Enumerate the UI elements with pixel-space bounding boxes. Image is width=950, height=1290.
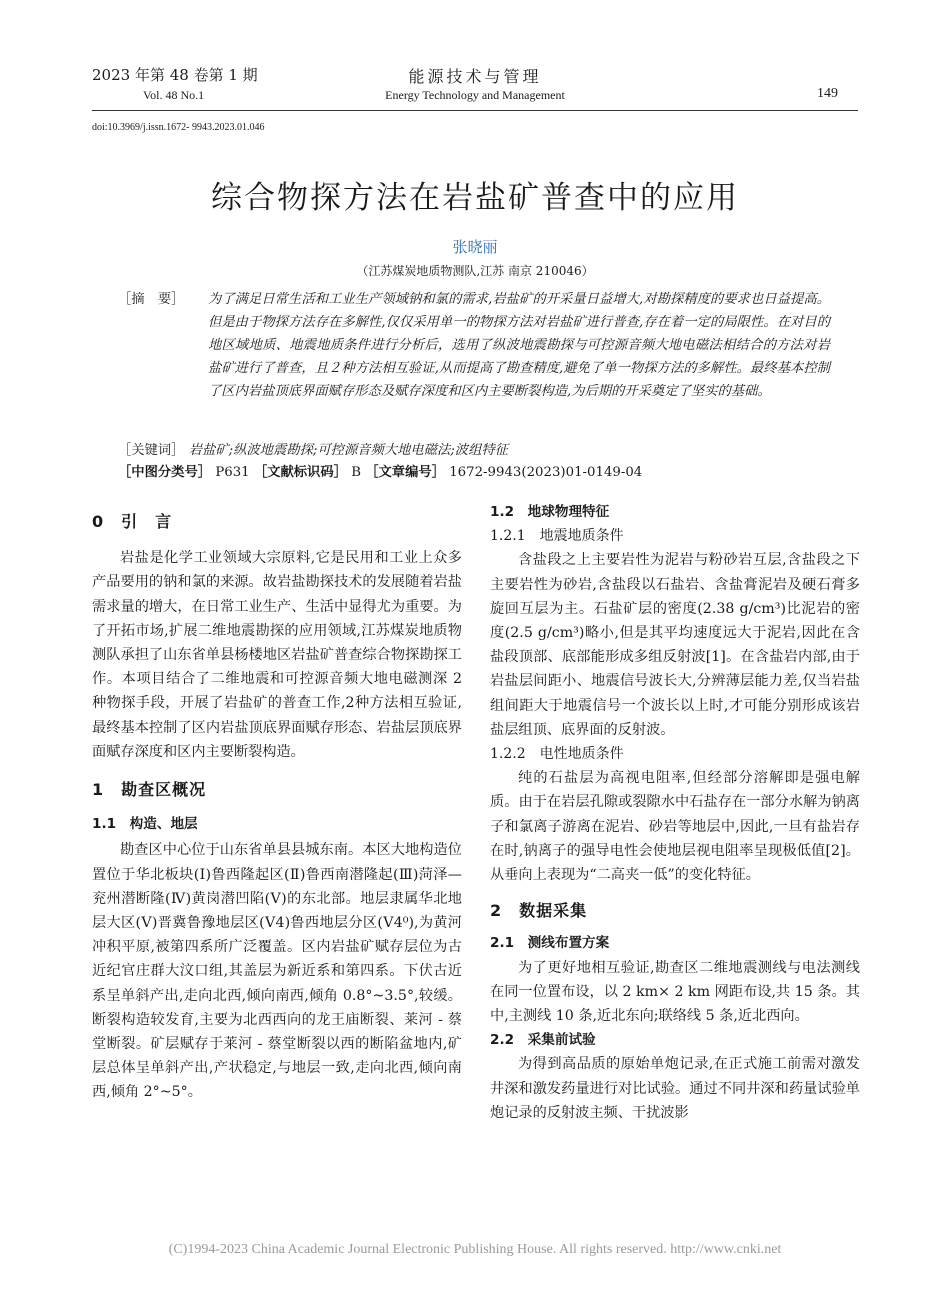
- doc-code-label: ［文献标识码］: [253, 465, 347, 480]
- doi: doi:10.3969/j.issn.1672- 9943.2023.01.046: [92, 122, 265, 133]
- keywords: [118, 439, 508, 458]
- article-number-value: 1672-9943(2023)01-0149-04: [449, 465, 643, 480]
- affiliation: （江苏煤炭地质物测队,江苏 南京 210046）: [356, 264, 594, 278]
- section-1-1-heading: 1.1 构造、地层: [92, 816, 198, 833]
- section-1-2-1-paragraph: 含盐段之上主要岩性为泥岩与粉砂岩互层,含盐段之下主要岩性为砂岩,含盐段以石盐岩、含盐膏泥岩及硬石膏多旋回互层为主。石盐矿层的密度(2.38 g/cm³)比泥岩的密度(2.5 g/cm³)略小,但是其平均速度远大于泥岩,因此在含盐段顶部、底部能形成多组反射波[1]。在含盐岩内部,由于岩盐层间距小、地震信号波长大,分辨薄层能力差,仅当岩盐组间距大于地震信号一个波长以上时,才可能分别形成该岩盐层组顶、底界面的反射波。: [490, 552, 860, 738]
- abstract-text: 为了满足日常生活和工业生产领域钠和氯的需求,岩盐矿的开采量日益增大,对勘探精度的要求也日益提高。但是由于物探方法存在多解性,仅仅采用单一的物探方法对岩盐矿进行普查,存在着一定的局限性。在对目的地区域地质、地震地质条件进行分析后，选用了纵波地震勘探与可控源音频大地电磁法相结合的方法对岩盐矿进行了普查，且２种方法相互验证,从而提高了勘查精度,避免了单一物探方法的多解性。最终基本控制了区内岩盐顶底界面赋存形态及赋存深度和区内主要断裂构造,为后期的开采奠定了坚实的基础。: [208, 292, 830, 399]
- author: 张晓丽: [452, 238, 498, 256]
- section-1-1-paragraph: 勘查区中心位于山东省单县县城东南。本区大地构造位置位于华北板块(Ⅰ)鲁西隆起区(Ⅱ)鲁西南潜隆起(Ⅲ)菏泽—兖州潜断隆(Ⅳ)黄岗潜凹陷(Ⅴ)的东北部。地层隶属华北地层大区(Ⅴ)晋冀鲁豫地层区(Ⅴ4)鲁西地层分区(Ⅴ4⁰),为黄河冲积平原,被第四系所广泛覆盖。区内岩盐矿赋存层位为古近纪官庄群大汶口组,其盖层为新近系和第四系。下伏古近系呈单斜产出,走向北西,倾向南西,倾角 0.8°~3.5°,较缓。断裂构造较发育,主要为北西西向的龙王庙断裂、莱河 - 蔡堂断裂。矿层赋存于莱河 - 蔡堂断裂以西的断陷盆地内,矿层总体呈单斜产出,产状稳定,与地层一致,走向北西,倾向南西,倾角 2°~5°。: [92, 842, 462, 1101]
- article-number-label: ［文章编号］: [365, 465, 445, 480]
- section-2-2-heading: 2.2 采集前试验: [490, 1032, 596, 1049]
- left-column: [92, 510, 462, 1105]
- header-divider: [92, 110, 858, 111]
- issue-cn: 2023 年第 48 卷第 1 期: [92, 66, 258, 84]
- abstract: [118, 288, 830, 403]
- abstract-label: ［摘 要］: [118, 292, 185, 307]
- clc-value: P631: [215, 465, 250, 480]
- keywords-label: ［关键词］: [118, 443, 185, 458]
- page-number: 149: [817, 86, 838, 101]
- copyright-footer: (C)1994-2023 China Academic Journal Electronic Publishing House. All rights reserved. http://www.cnki.net: [168, 1242, 782, 1257]
- section-2-2-paragraph: 为得到高品质的原始单炮记录,在正式施工前需对激发井深和激发药量进行对比试验。通过不同井深和药量试验单炮记录的反射波主频、干扰波影: [490, 1056, 860, 1121]
- section-2-heading: 2 数据采集: [490, 901, 588, 921]
- section-1-2-2-paragraph: 纯的石盐层为高视电阻率,但经部分溶解即是强电解质。由于在岩层孔隙或裂隙水中石盐存在一部分水解为钠离子和氯离子游离在泥岩、砂岩等地层中,因此,一旦有盐岩存在时,钠离子的强导电性会使地层视电阻率呈现极低值[2]。从垂向上表现为“二高夹一低”的变化特征。: [490, 770, 860, 884]
- clc-label: ［中图分类号］: [118, 465, 212, 480]
- section-0-paragraph: 岩盐是化学工业领域大宗原料,它是民用和工业上众多产品要用的钠和氯的来源。故岩盐勘探技术的发展随着岩盐需求量的增大，在日常工业生产、生活中显得尤为重要。为了开拓市场,扩展二维地震勘探的应用领域,江苏煤炭地质物测队承担了山东省单县杨楼地区岩盐矿普查综合物探勘探工作。本项目结合了二维地震和可控源音频大地电磁测深 2 种物探手段，开展了岩盐矿的普查工作,2种方法相互验证,最终基本控制了区内岩盐顶底界面赋存形态、岩盐层顶底界面赋存深度和区内主要断裂构造。: [92, 550, 462, 760]
- issue-en: Vol. 48 No.1: [143, 88, 205, 102]
- section-1-2-1-heading: 1.2.1 地震地质条件: [490, 528, 624, 545]
- section-0-heading: 0 引 言: [92, 512, 173, 531]
- journal-name-cn: 能源技术与管理: [408, 67, 542, 86]
- section-1-2-heading: 1.2 地球物理特征: [490, 504, 610, 520]
- paper-title: 综合物探方法在岩盐矿普查中的应用: [211, 180, 739, 216]
- doc-code-value: B: [351, 465, 361, 480]
- section-2-1-heading: 2.1 测线布置方案: [490, 935, 610, 952]
- section-1-2-2-heading: 1.2.2 电性地质条件: [490, 746, 624, 763]
- keywords-text: 岩盐矿;纵波地震勘探;可控源音频大地电磁法;波组特征: [188, 443, 508, 458]
- section-2-1-paragraph: 为了更好地相互验证,勘查区二维地震测线与电法测线在同一位置布设，以 2 km× 2 km 网距布设,共 15 条。其中,主测线 10 条,近北东向;联络线 5 条,近北西向。: [490, 959, 860, 1025]
- right-column: [490, 500, 860, 1125]
- section-1-heading: 1 勘查区概况: [92, 780, 207, 800]
- journal-name-en: Energy Technology and Management: [385, 88, 565, 102]
- classification: [118, 461, 642, 480]
